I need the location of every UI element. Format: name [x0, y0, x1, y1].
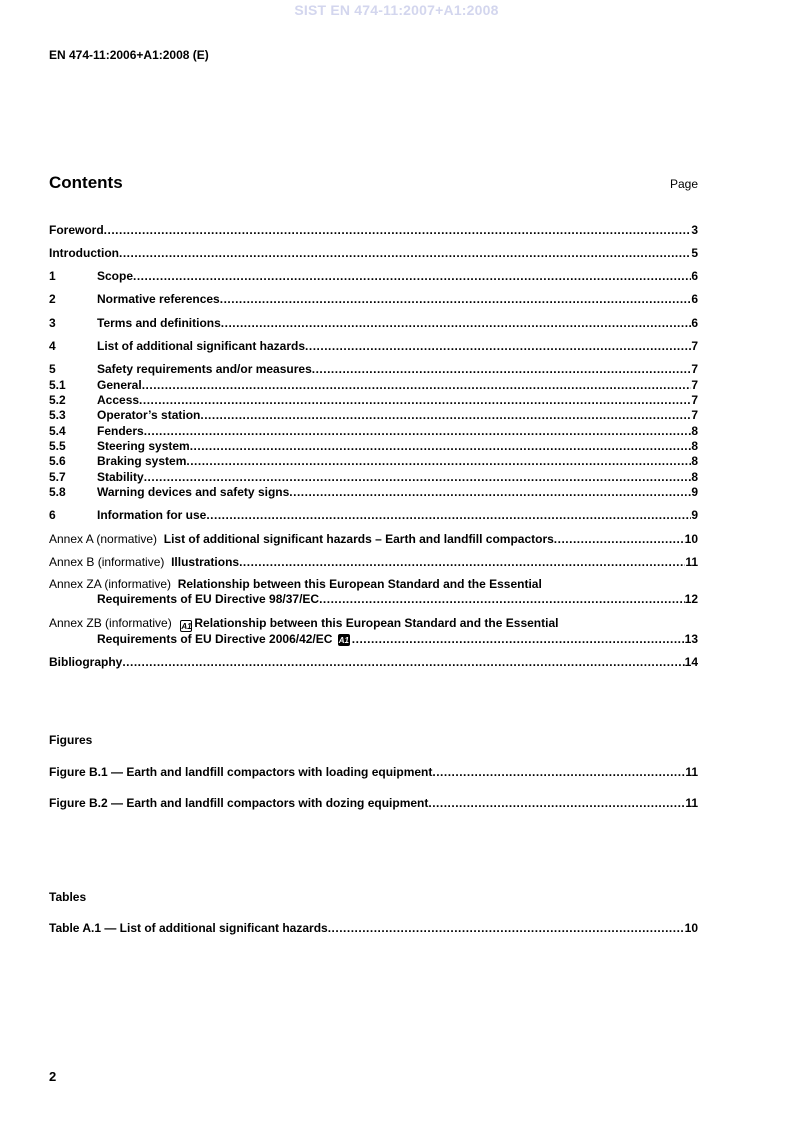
toc-entry-introduction[interactable] — [49, 246, 698, 260]
figure-entry-b2[interactable] — [49, 796, 698, 810]
toc-number: 6 — [49, 508, 56, 522]
toc-leader — [305, 339, 691, 353]
toc-leader — [122, 655, 684, 669]
annex-prefix: Annex A (normative) — [49, 532, 158, 546]
toc-entry-foreword[interactable] — [49, 223, 698, 237]
figure-title: Figure B.1 — Earth and landfill compactors with loading equipment — [49, 765, 433, 779]
toc-number: 5.7 — [49, 470, 66, 484]
table-entry-a1[interactable] — [49, 921, 698, 935]
toc-title: Warning devices and safety signs — [97, 485, 290, 499]
toc-number: 5.6 — [49, 454, 66, 468]
tables-heading: Tables — [49, 890, 87, 904]
toc-leader — [200, 408, 691, 422]
annex-title-line-2: Requirements of EU Directive 98/37/EC — [97, 592, 320, 606]
figures-heading: Figures — [49, 733, 93, 747]
toc-title: Access — [97, 393, 140, 407]
toc-entry-normative-references[interactable] — [49, 292, 698, 306]
toc-number: 3 — [49, 316, 56, 330]
toc-page: 7 — [691, 362, 698, 376]
annex-title-line-1: Relationship between this European Standard and the Essential — [177, 577, 542, 591]
toc-title: Foreword — [49, 223, 104, 237]
toc-leader — [289, 485, 691, 499]
toc-number: 5.5 — [49, 439, 66, 453]
annex-prefix: Annex ZB (informative) — [49, 616, 172, 630]
contents-title: Contents — [49, 173, 123, 192]
annex-prefix: Annex ZA (informative) — [49, 577, 172, 591]
toc-leader — [428, 796, 685, 810]
toc-title: Normative references — [97, 292, 220, 306]
toc-leader — [319, 592, 685, 607]
toc-leader — [554, 532, 685, 546]
toc-leader — [206, 508, 691, 522]
toc-entry-hazards[interactable] — [49, 339, 698, 353]
toc-leader — [119, 246, 691, 260]
toc-entry-stability[interactable] — [49, 470, 698, 484]
annex-title: List of additional significant hazards – Earth and landfill compactors — [163, 532, 554, 546]
toc-leader — [220, 292, 692, 306]
toc-entry-information-for-use[interactable] — [49, 508, 698, 522]
toc-page: 6 — [691, 316, 698, 330]
toc-title: Scope — [97, 269, 134, 283]
toc-title: Steering system — [97, 439, 190, 453]
toc-page: 7 — [691, 393, 698, 407]
toc-entry-safety-requirements[interactable] — [49, 362, 698, 376]
figure-title: Figure B.2 — Earth and landfill compactors with dozing equipment — [49, 796, 429, 810]
toc-entry-access[interactable] — [49, 393, 698, 407]
toc-number: 5.1 — [49, 378, 66, 392]
toc-page: 9 — [691, 485, 698, 499]
toc-page: 9 — [691, 508, 698, 522]
toc-leader — [186, 454, 691, 468]
toc-leader — [139, 393, 691, 407]
toc-leader — [104, 223, 692, 237]
toc-page: 7 — [691, 378, 698, 392]
toc-leader — [352, 632, 685, 647]
toc-title — [49, 532, 554, 546]
toc-leader — [221, 316, 692, 330]
toc-page: 3 — [691, 223, 698, 237]
annex-title: Illustrations — [171, 555, 240, 569]
toc-page: 12 — [684, 592, 698, 606]
toc-title: Stability — [97, 470, 144, 484]
toc-title: Introduction — [49, 246, 119, 260]
annex-line-1 — [49, 577, 698, 592]
toc-entry-braking[interactable] — [49, 454, 698, 468]
toc-page: 6 — [691, 269, 698, 283]
annex-line-1 — [49, 616, 698, 632]
annex-line-2 — [49, 592, 698, 607]
toc-title: General — [97, 378, 142, 392]
toc-number: 5.3 — [49, 408, 66, 422]
toc-title: List of additional significant hazards — [97, 339, 306, 353]
amendment-start-icon: A1 — [181, 622, 192, 631]
toc-leader — [144, 470, 692, 484]
toc-entry-bibliography[interactable] — [49, 655, 698, 669]
toc-entry-terms-definitions[interactable] — [49, 316, 698, 330]
toc-entry-annex-zb[interactable] — [49, 616, 698, 647]
toc-entry-operators-station[interactable] — [49, 408, 698, 422]
toc-entry-annex-za[interactable] — [49, 577, 698, 607]
document-id: EN 474-11:2006+A1:2008 (E) — [49, 48, 209, 62]
toc-number: 5.8 — [49, 485, 66, 499]
toc-page: 14 — [684, 655, 698, 669]
toc-entry-steering[interactable] — [49, 439, 698, 453]
toc-leader — [133, 269, 691, 283]
toc-page: 11 — [685, 555, 698, 569]
page-column-label: Page — [669, 177, 698, 191]
toc-title: Braking system — [97, 454, 187, 468]
toc-page: 7 — [691, 408, 698, 422]
toc-number: 5 — [49, 362, 56, 376]
toc-page: 10 — [684, 532, 698, 546]
toc-entry-annex-b[interactable] — [49, 555, 698, 569]
watermark: SIST EN 474-11:2007+A1:2008 — [294, 2, 499, 18]
annex-prefix: Annex B (informative) — [49, 555, 165, 569]
toc-number: 4 — [49, 339, 56, 353]
annex-line-2 — [49, 632, 698, 647]
figure-page: 11 — [685, 796, 698, 810]
toc-title — [49, 555, 239, 569]
toc-leader — [328, 921, 685, 935]
toc-page: 13 — [684, 632, 698, 646]
toc-leader — [239, 555, 685, 569]
toc-entry-annex-a[interactable] — [49, 532, 698, 546]
toc-entry-fenders[interactable] — [49, 424, 698, 438]
toc-leader — [190, 439, 692, 453]
toc-page: 8 — [691, 470, 698, 484]
toc-entry-warning-devices[interactable] — [49, 485, 698, 499]
toc-page: 6 — [691, 292, 698, 306]
toc-page: 8 — [691, 424, 698, 438]
amendment-end-icon: A1 — [338, 636, 350, 645]
toc-number: 5.4 — [49, 424, 66, 438]
toc-number: 2 — [49, 292, 56, 306]
table-page: 10 — [684, 921, 698, 935]
toc-title: Safety requirements and/or measures — [97, 362, 312, 376]
annex-title-line-2: Requirements of EU Directive 2006/42/EC — [97, 632, 333, 646]
toc-leader — [142, 378, 692, 392]
toc-leader — [144, 424, 692, 438]
figure-entry-b1[interactable] — [49, 765, 698, 779]
toc-page: 8 — [691, 454, 698, 468]
toc-number: 5.2 — [49, 393, 66, 407]
toc-number: 1 — [49, 269, 56, 283]
toc-page: 7 — [691, 339, 698, 353]
toc-title: Fenders — [97, 424, 144, 438]
figure-page: 11 — [685, 765, 698, 779]
annex-title-line-1: Relationship between this European Standard and the Essential — [194, 616, 559, 630]
toc-title: Terms and definitions — [97, 316, 221, 330]
toc-leader — [432, 765, 685, 779]
toc-title: Bibliography — [49, 655, 123, 669]
page-number: 2 — [49, 1069, 57, 1084]
toc-title: Information for use — [97, 508, 207, 522]
toc-leader — [312, 362, 692, 376]
toc-entry-scope[interactable] — [49, 269, 698, 283]
toc-entry-general[interactable] — [49, 378, 698, 392]
toc-page: 5 — [691, 246, 698, 260]
table-title: Table A.1 — List of additional significant hazards — [49, 921, 328, 935]
toc-page: 8 — [691, 439, 698, 453]
toc-title: Operator’s station — [97, 408, 201, 422]
